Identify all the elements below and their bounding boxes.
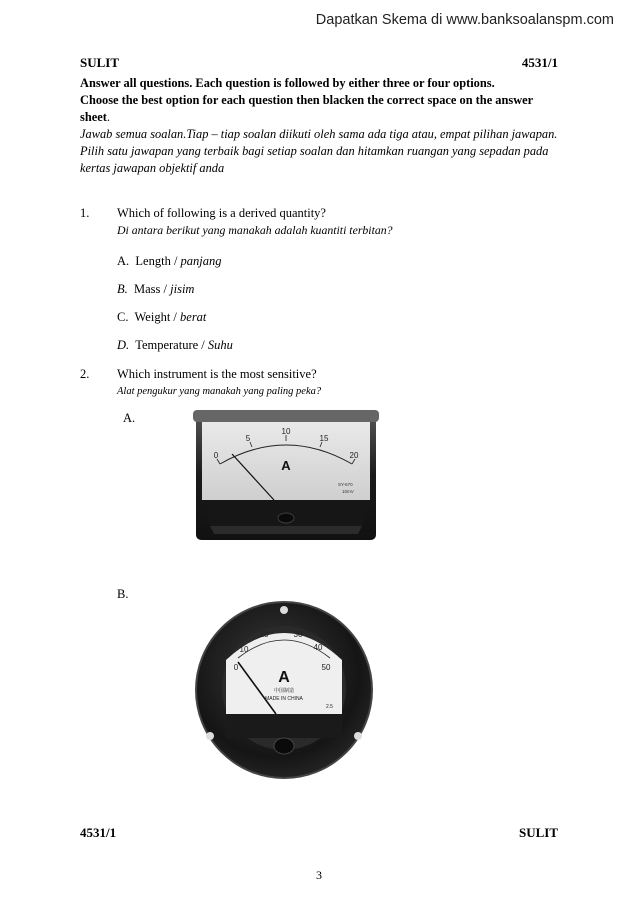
meter-b-tick-40: 40 — [313, 643, 323, 652]
q1-option-a[interactable] — [117, 254, 222, 269]
option-letter: A. — [117, 254, 130, 268]
meter-a-tick-5: 5 — [245, 434, 251, 443]
q2-number: 2. — [80, 367, 90, 381]
meter-b-line1: 中国制造 — [273, 688, 295, 694]
option-ms: jisim — [170, 282, 195, 296]
ammeter-a-image — [190, 408, 382, 546]
option-letter: B. — [117, 282, 128, 296]
meter-b-tick-50: 50 — [321, 663, 331, 672]
instructions-en-1: Answer all questions. Each question is followed by either three or four options. — [80, 76, 495, 90]
watermark: Dapatkan Skema di www.banksoalanspm.com — [315, 12, 614, 28]
instructions-ms: Jawab semua soalan.Tiap – tiap soalan diikuti oleh sama ada tiga atau, empat pilihan jawapan. Pilih satu jawapan yang terbaik bagi setiap soalan dan hitamkan ruangan yang sepadan pada kertas jawapan objektif anda — [80, 127, 558, 175]
option-en: Length / — [135, 254, 178, 268]
instructions-en-2: Choose the best option for each question then blacken the correct space on the answer — [80, 93, 534, 107]
footer-right: SULIT — [518, 825, 558, 840]
ammeter-b-image — [186, 596, 382, 780]
header-left: SULIT — [80, 55, 120, 70]
page-number: 3 — [316, 868, 322, 882]
meter-a-small: 10mV — [342, 489, 354, 494]
q2-text-ms: Alat pengukur yang manakah yang paling peka? — [117, 386, 322, 397]
q1-text-ms: Di antara berikut yang manakah adalah kuantiti terbitan? — [117, 223, 393, 237]
meter-b-tick-30: 30 — [293, 630, 303, 639]
meter-a-tick-20: 20 — [349, 451, 359, 460]
option-letter: C. — [117, 310, 129, 324]
option-ms: Suhu — [207, 338, 233, 352]
footer-left: 4531/1 — [80, 825, 117, 840]
instructions-en-3: sheet — [80, 110, 107, 124]
instructions — [80, 75, 560, 177]
meter-a-tick-10: 10 — [281, 427, 291, 436]
q2-text — [117, 366, 557, 400]
meter-a-tick-15: 15 — [319, 434, 329, 443]
meter-b-spec: 2.5 — [326, 704, 333, 710]
option-ms: panjang — [180, 254, 222, 268]
q1-option-b[interactable] — [117, 282, 194, 297]
option-en: Temperature / — [135, 338, 205, 352]
meter-b-tick-20: 20 — [259, 630, 269, 639]
instructions-en-3-row: sheet. — [80, 110, 110, 124]
q1-text-en: Which of following is a derived quantity? — [117, 206, 326, 220]
meter-a-tick-0: 0 — [213, 451, 219, 460]
option-letter: D. — [117, 338, 130, 352]
meter-a-model: SY-670 — [338, 482, 353, 487]
q1-number: 1. — [80, 206, 90, 220]
option-en: Mass / — [134, 282, 168, 296]
meter-b-tick-0: 0 — [233, 663, 239, 672]
option-en: Weight / — [134, 310, 177, 324]
q1-option-c[interactable] — [117, 310, 206, 325]
meter-b-line2: MADE IN CHINA — [265, 696, 303, 702]
q1-option-d[interactable] — [117, 338, 233, 353]
q2-option-b-label[interactable]: B. — [117, 587, 129, 601]
q2-option-a-label[interactable]: A. — [123, 411, 136, 425]
option-ms: berat — [180, 310, 207, 324]
meter-b-unit: A — [278, 669, 290, 686]
header-right: 4531/1 — [521, 55, 558, 70]
q2-text-en: Which instrument is the most sensitive? — [117, 367, 317, 381]
meter-a-unit: A — [281, 458, 291, 473]
q1-text — [117, 205, 557, 239]
meter-b-tick-10: 10 — [239, 645, 249, 654]
